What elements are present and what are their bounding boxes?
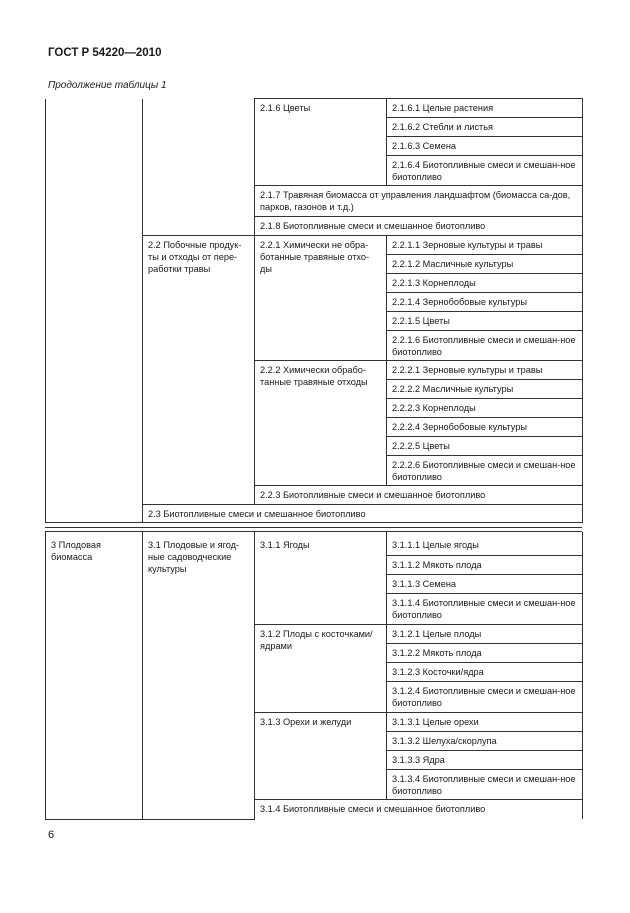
table-cell: 2.1.8 Биотопливные смеси и смешанное биотопливо	[255, 217, 583, 236]
page-number: 6	[48, 829, 55, 841]
table-cell: 2.2.1.4 Зернобобовые культуры	[387, 293, 583, 312]
table-cell: 3.1.3.1 Целые орехи	[387, 712, 583, 731]
table-cell: 3 Плодовая биомасса	[46, 532, 143, 819]
document-title: ГОСТ Р 54220—2010	[48, 47, 162, 59]
table-cell	[46, 99, 143, 118]
table-cell	[143, 118, 255, 137]
table-cell: 3.1.2.3 Косточки/ядра	[387, 662, 583, 681]
table-cell	[46, 118, 143, 137]
table-cell: 3.1.3.4 Биотопливные смеси и смешан-ное биотопливо	[387, 769, 583, 799]
table-cell: 2.2.2.5 Цветы	[387, 437, 583, 456]
table-cell: 3.1.4 Биотопливные смеси и смешанное биотопливо	[255, 799, 583, 819]
table-cell	[143, 186, 255, 217]
table-cell	[143, 217, 255, 236]
table-cell: 2.2.3 Биотопливные смеси и смешанное биотопливо	[255, 486, 583, 505]
table-cell: 2.2.1 Химически не обра-ботанные травяные отхо-ды	[255, 236, 387, 361]
table-cell: 2.1.6.1 Целые растения	[387, 99, 583, 118]
table-cell	[46, 437, 143, 456]
table-cell: 2.1.6.2 Стебли и листья	[387, 118, 583, 137]
table-cell	[46, 255, 143, 274]
table-cell: 3.1.3 Орехи и желуди	[255, 712, 387, 799]
table-cell: 2.2.1.6 Биотопливные смеси и смешан-ное биотопливо	[387, 331, 583, 361]
table-cell: 2.1.6 Цветы	[255, 99, 387, 186]
table-cell	[46, 456, 143, 486]
table-cell: 2.2.1.3 Корнеплоды	[387, 274, 583, 293]
table-cell	[46, 418, 143, 437]
table-cell: 3.1.2.4 Биотопливные смеси и смешан-ное биотопливо	[387, 681, 583, 712]
table-cell: 2.2.2.6 Биотопливные смеси и смешан-ное биотопливо	[387, 456, 583, 486]
table-cell: 3.1 Плодовые и ягод-ные садоводческие культуры	[143, 532, 255, 819]
table-cell: 2.2.2 Химически обрабо-танные травяные отходы	[255, 361, 387, 486]
table-cell: 2.1.7 Травяная биомасса от управления ландшафтом (биомасса са-дов, парков, газонов и т.д.)	[255, 186, 583, 217]
table-cell	[46, 186, 143, 217]
table-cell	[46, 505, 143, 523]
table-cell: 2.2.2.3 Корнеплоды	[387, 399, 583, 418]
table-cell	[46, 217, 143, 236]
table-continuation-caption: Продолжение таблицы 1	[48, 80, 167, 91]
table-cell: 3.1.1.4 Биотопливные смеси и смешан-ное биотопливо	[387, 593, 583, 624]
table-cell: 3.1.2.2 Мякоть плода	[387, 643, 583, 662]
table-cell	[46, 274, 143, 293]
table-cell: 2.2.1.1 Зерновые культуры и травы	[387, 236, 583, 255]
table-cell: 3.1.1 Ягоды	[255, 532, 387, 624]
table-cell: 2.1.6.3 Семена	[387, 137, 583, 156]
table-cell: 2.1.6.4 Биотопливные смеси и смешан-ное биотопливо	[387, 156, 583, 186]
table-cell	[143, 137, 255, 156]
table-cell: 3.1.1.3 Семена	[387, 574, 583, 593]
table-cell: 2.3 Биотопливные смеси и смешанное биотопливо	[143, 505, 583, 523]
table-cell: 2.2.2.4 Зернобобовые культуры	[387, 418, 583, 437]
table-cell	[46, 293, 143, 312]
table-cell	[46, 380, 143, 399]
table-cell	[46, 399, 143, 418]
table-cell	[46, 137, 143, 156]
table-cell: 3.1.3.2 Шелуха/скорлупа	[387, 731, 583, 750]
table-cell: 2.2.2.2 Масличные культуры	[387, 380, 583, 399]
classification-table-part-1	[45, 98, 583, 523]
table-cell: 2.2 Побочные продук-ты и отходы от пере-работки травы	[143, 236, 255, 505]
table-cell	[46, 312, 143, 331]
table-cell	[46, 361, 143, 380]
table-cell	[46, 331, 143, 361]
table-cell: 2.2.1.2 Масличные культуры	[387, 255, 583, 274]
table-cell: 3.1.1.2 Мякоть плода	[387, 555, 583, 574]
table-cell: 3.1.3.3 Ядра	[387, 750, 583, 769]
table-cell: 3.1.1.1 Целые ягоды	[387, 532, 583, 555]
table-cell	[46, 156, 143, 186]
table-cell: 3.1.2 Плоды с косточками/ ядрами	[255, 624, 387, 712]
table-cell	[143, 156, 255, 186]
table-cell: 2.2.2.1 Зерновые культуры и травы	[387, 361, 583, 380]
table-cell	[143, 99, 255, 118]
classification-table-part-2	[45, 532, 583, 820]
table-cell	[46, 486, 143, 505]
table-cell: 3.1.2.1 Целые плоды	[387, 624, 583, 643]
table-cell: 2.2.1.5 Цветы	[387, 312, 583, 331]
table-cell	[46, 236, 143, 255]
